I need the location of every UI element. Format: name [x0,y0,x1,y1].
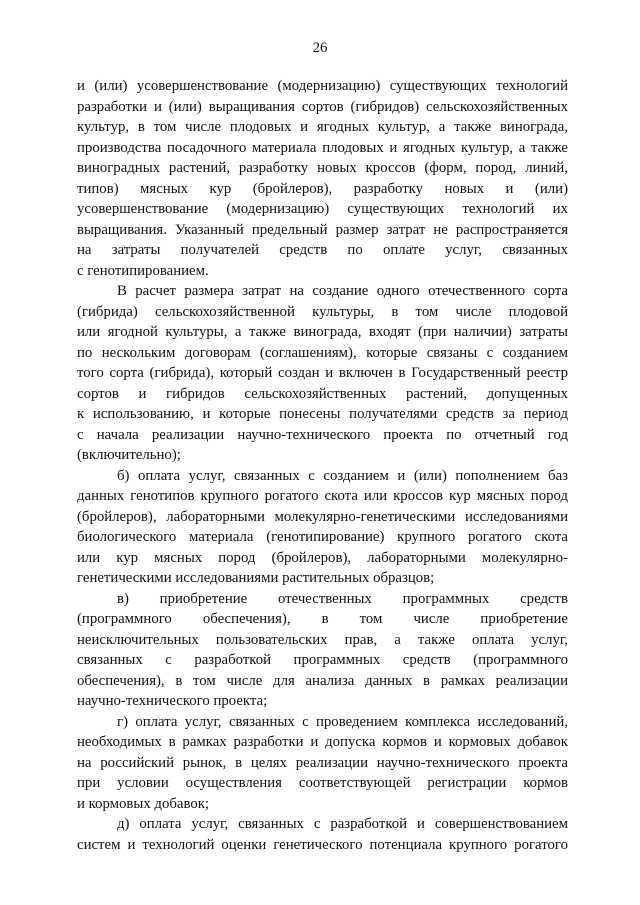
text-line: при условии осуществления соответствующей регистрации кормов [77,775,568,791]
text-line: или ягодной культуры, а также винограда, входят (при наличии) затраты [77,324,568,340]
text-line: производства посадочного материала плодовых и ягодных культур, а также [77,139,568,156]
text-line: того сорта (гибрида), который создан и включен в Государственный реестр [77,365,568,381]
text-line: (программного обеспечения), в том числе приобретение [77,611,568,627]
text-line: (гибрида) сельскохозяйственной культуры, в том числе плодовой [77,303,568,320]
text-line: разработки и (или) выращивания сортов (гибридов) сельскохозяйственных [77,98,568,115]
text-line: д) оплата услуг, связанных с разработкой и совершенствованием [117,816,568,832]
text-line: связанных с разработкой программных средств (программного [77,652,568,668]
text-line: к использованию, и которые понесены получателями средств за период [77,406,568,422]
text-line: систем и технологий оценки генетического потенциала крупного рогатого [77,836,568,853]
text-line: виноградных растений, разработку новых кроссов (форм, пород, линий, [77,160,568,176]
text-line: б) оплата услуг, связанных с созданием и (или) пополнением баз [117,467,568,484]
text-line: на затраты получателей средств по оплате услуг, связанных [77,242,568,258]
text-line: биологического материала (генотипирование) крупного рогатого скота [77,529,568,545]
text-line: генетическими исследованиями растительных образцов; [77,570,435,586]
text-line: сортов и гибридов сельскохозяйственных растений, допущенных [77,385,568,402]
text-line: в) приобретение отечественных программных средств [117,590,568,607]
text-line: необходимых в рамках разработки и допуска кормов и кормовых добавок [77,734,568,750]
text-line: данных генотипов крупного рогатого скота или кроссов кур мясных пород [77,488,568,504]
body-text [77,76,568,855]
text-line: и кормовых добавок; [77,795,210,812]
text-line: (включительно); [77,447,181,463]
text-line: с начала реализации научно-технического проекта по отчетный год [77,426,568,443]
text-line: В расчет размера затрат на создание одного отечественного сорта [117,283,568,299]
text-line: неисключительных пользовательских прав, а также оплата услуг, [77,631,568,648]
text-line: и (или) усовершенствование (модернизацию) существующих технологий [77,78,568,94]
text-line: г) оплата услуг, связанных с проведением комплекса исследований, [117,713,568,730]
page-number: 26 [312,40,328,56]
text-line: с генотипированием. [77,262,209,279]
text-line: или кур мясных пород (бройлеров), лабораторными молекулярно- [77,549,568,566]
text-line: по нескольким договорам (соглашениям), которые связаны с созданием [77,344,568,361]
text-line: выращивания. Указанный предельный размер затрат не распространяется [77,221,568,238]
text-line: типов) мясных кур (бройлеров), разработку новых и (или) [77,180,568,197]
text-line: научно-технического проекта; [77,693,268,709]
text-line: усовершенствование (модернизацию) существующих технологий их [77,201,568,217]
text-line: обеспечения), в том числе для анализа данных в рамках реализации [77,672,568,689]
text-line: на российский рынок, в целях реализации научно-технического проекта [77,754,568,771]
text-line: культур, в том числе плодовых и ягодных культур, а также винограда, [77,119,568,135]
text-line: (бройлеров), лабораторными молекулярно-генетическими исследованиями [77,508,568,525]
